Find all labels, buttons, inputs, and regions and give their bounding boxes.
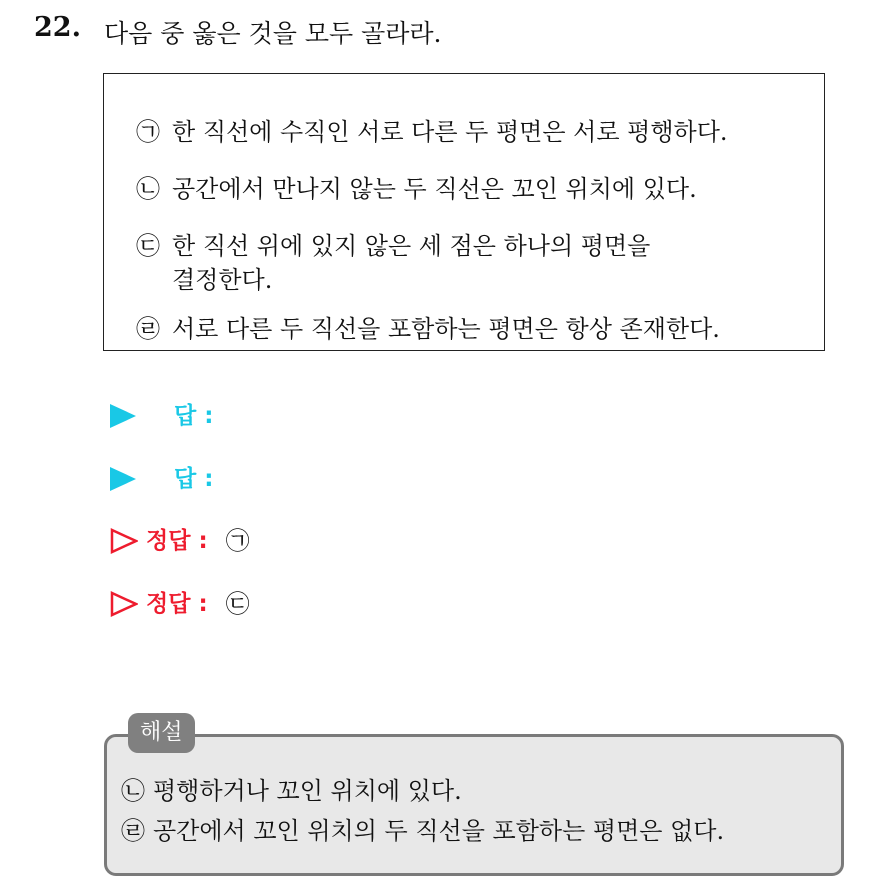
statement-2 [136, 169, 697, 204]
statement-marker: ㉢ [136, 232, 160, 260]
explanation-tab: 해설 [128, 713, 195, 753]
question-number: 22. [34, 12, 81, 43]
correct-answer-value: ㉠ [225, 527, 250, 555]
statement-text: 한 직선 위에 있지 않은 세 점은 하나의 평면을 [172, 232, 651, 260]
explanation-text: 공간에서 꼬인 위치의 두 직선을 포함하는 평면은 없다. [153, 817, 725, 845]
explanation-box [104, 734, 844, 876]
statement-text: 서로 다른 두 직선을 포함하는 평면은 항상 존재한다. [172, 315, 720, 343]
explanation-line-1 [121, 771, 462, 806]
statement-marker: ㉣ [136, 315, 160, 343]
answer-field-2[interactable] [110, 461, 310, 497]
statements-box [103, 73, 825, 351]
correct-answer-label: 정답 : [146, 528, 208, 554]
statement-3 [136, 226, 650, 261]
correct-answer-2 [110, 586, 250, 622]
outline-triangle-icon [110, 528, 138, 554]
explanation-text: 평행하거나 꼬인 위치에 있다. [153, 777, 462, 805]
statement-4 [136, 309, 720, 344]
correct-answer-1 [110, 523, 250, 559]
play-triangle-icon [110, 404, 136, 428]
statement-marker: ㉠ [136, 118, 160, 146]
statement-text: 한 직선에 수직인 서로 다른 두 평면은 서로 평행하다. [172, 118, 728, 146]
outline-triangle-icon [110, 591, 138, 617]
question-text: 다음 중 옳은 것을 모두 골라라. [104, 19, 442, 48]
statement-3-continuation: 결정한다. [172, 266, 273, 294]
answer-label: 답 : [174, 403, 214, 429]
answer-label: 답 : [174, 466, 214, 492]
explanation-marker: ㉡ [121, 777, 145, 805]
statement-1 [136, 112, 728, 147]
correct-answer-value: ㉢ [225, 590, 250, 618]
answer-field-1[interactable] [110, 398, 310, 434]
statement-text: 공간에서 만나지 않는 두 직선은 꼬인 위치에 있다. [172, 175, 697, 203]
correct-answer-label: 정답 : [146, 591, 208, 617]
explanation-line-2 [121, 811, 724, 846]
statement-marker: ㉡ [136, 175, 160, 203]
explanation-marker: ㉣ [121, 817, 145, 845]
play-triangle-icon [110, 467, 136, 491]
